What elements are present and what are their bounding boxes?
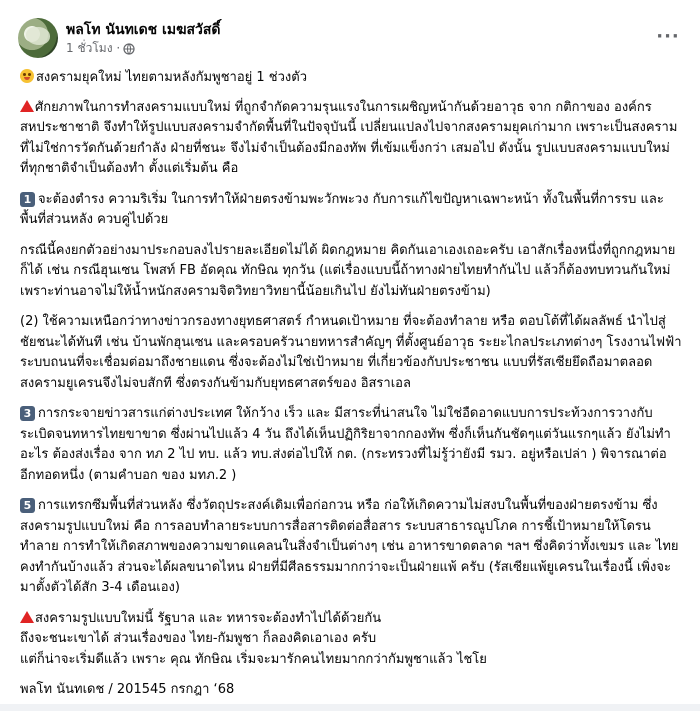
point-3-paragraph [20,404,682,486]
signature: พลโท นันทเดช / 201545 กรกฎา ‘68 [20,682,235,697]
keycap-5-icon: 5 [20,498,35,513]
point-1b-paragraph: กรณีนี้คงยกตัวอย่างมาประกอบลงไปรายละเอียดไม่ได้ ผิดกฎหมาย คิดกันเอาเองเถอะครับ เอาสักเรื่องหนึ่งที่ถูกกฎหมายก็ได้ เช่น กรณีฮุนเซน โพสท์ FB อัดคุณ ทักษิณ ทุกวัน (แต่เรื่องแบบนี้ถ้าทางฝ่ายไทยทำกันไป แล้วก็ต้องทบทวนกันใหม่เพราะท่านอาจไม่ให้น้ำหนักสงครามจิตวิทยาวิทยานี้น้อยเกินไป ยังไม่ทันฝ่ายตรงข้าม) [20,242,676,299]
red-triangle-icon [20,100,34,112]
intro-paragraph [20,98,682,180]
author-name[interactable]: พลโท นันทเดช เมฆสวัสดิ์ [66,22,221,38]
more-options-icon: ··· [656,25,680,47]
post-meta [66,39,135,58]
closing-line-2: ถึงจะชนะเขาได้ ส่วนเรื่องของ ไทย-กัมพูชา ก็ลองคิดเอาเอง ครับ [20,631,377,646]
author-avatar[interactable] [18,18,58,58]
post-header [16,14,684,60]
point-5-text: การแทรกซึมพื้นที่ส่วนหลัง ซึ่งวัตถุประสงค์เดิมเพื่อก่อกวน หรือ ก่อให้เกิดความไม่สงบในพื้นที่ของฝ่ายตรงข้าม ซึ่งสงครามรูปแบบใหม่ คือ การลอบทำลายระบบการสื่อสารติดต่อสื่อสาร ระบบสาธารณูปโภค การชี้เป้าหมายให้โดรนทำลาย การทำให้เกิดสภาพของความขาดแคลนในสิ่งจำเป็นต่างๆ เช่น อาหารขาดตลาด ฯลฯ ซึ่งคิดว่าทั้งเขมร และ ไทยคงทำกันบ้างแล้ว ส่วนจะได้ผลขนาดไหน ฝ่ายที่มีศีลธรรมมากกว่าจะเป็นฝ่ายแพ้ ครับ (รัสเซียแพ้ยูเครนในเรื่องนี้ เพิ่งจะมาตั้งตัวได้สัก 3-4 เดือนเอง) [20,498,679,595]
keycap-1-icon: 1 [20,192,35,207]
avatar-image [26,27,50,45]
keycap-3-icon: 3 [20,406,35,421]
red-triangle-icon [20,611,34,623]
headline-text: สงครามยุคใหม่ ไทยตามหลังกัมพูชาอยู่ 1 ช่วงตัว [36,70,307,85]
headline [20,68,682,89]
closing-line-3: แต่ก็น่าจะเริ่มดีแล้ว เพราะ คุณ ทักษิณ เริ่มจะมารักคนไทยมากกว่ากัมพูชาแล้ว ไชโย [20,651,487,667]
point-1-text: จะต้องตำรง ความริเริ่ม ในการทำให้ฝ่ายตรงข้ามพะวักพะวง กับการแก้ไขปัญหาเฉพาะหน้า ทั้งในพื้นที่การรบ และ พื้นที่ส่วนหลัง ควบคู่ไปด้วย [20,191,664,227]
post-content [20,68,682,711]
dizzy-face-emoji [20,69,34,83]
point-3-text: การกระจายข่าวสารแก่ต่างประเทศ ให้กว้าง เร็ว และ มีสาระที่น่าสนใจ ไม่ใช่อืดอาดแบบการประท้วงการวางกับระเบิดจนทหารไทยขาขาด ซึ่งผ่านไปแล้ว 4 วัน ถึงได้เห็นปฏิกิริยาจากกองทัพ ซึ่งก็เห็นกันชัดๆแต่วันแรกๆแล้ว ยังไม่ทำอะไร ต้องส่งเรื่อง จาก ทภ 2 ไป ทบ. แล้ว ทบ.ส่งต่อไปให้ กต. (กระทรวงที่ไม่รู้ว่ายังมี รมว. อยู่หรือเปล่า ) พิจารณาต่ออีกทอดหนึ่ง (ตามคำบอก ของ มทภ.2 ) [20,406,671,483]
closing-paragraph [20,609,682,671]
closing-line-1: สงครามรูปแบบใหม่นี้ รัฐบาล และ ทหารจะต้องทำไปได้ด้วยกัน [35,610,382,626]
point-5-paragraph [20,496,682,599]
intro-text: ศักยภาพในการทำสงครามแบบใหม่ ที่ถูกจำกัดความรุนแรงในการเผชิญหน้ากันด้วยอาวุธ จาก กติกาของ องค์กรสหประชาชาติ จึงทำให้รูปแบบสงครามจำกัดพื้นที่ในปัจจุบันนี้ เปลี่ยนแปลงไปจากสงครามยุคเก่ามาก เพราะเป็นสงครามที่ไม่ใช่การวัดกันด้วยกำลัง ฝ่ายที่ชนะ จึงไม่จำเป็นต้องมีกองทัพ ที่เข้มแข็งกว่า เสมอไป ดังนั้น รูปแบบสงครามแบบใหม่ ที่ทุกชาติจำเป็นต้องทำ ตั้งแต่เริ่มต้น คือ [20,99,678,176]
more-options-button[interactable] [652,20,684,52]
point-2-paragraph: (2) ใช้ความเหนือกว่าทางข่าวกรองทางยุทธศาสตร์ กำหนดเป้าหมาย ที่จะต้องทำลาย หรือ ตอบโต้ที่ได้ผลลัพธ์ นำไปสู่ชัยชนะได้ทันที เช่น บ้านพักฮุนเซน และครอบครัวนายทหารสำคัญๆ ที่ตั้งศูนย์อาวุธ ระยะไกลประเภทต่างๆ โรงงานไฟฟ้า ระบบถนนที่จะเชื่อมต่อมาถึงชายแดน ซึ่งจะต้องไม่ใช่เป้าหมาย ที่เกี่ยวข้องกับประชาชน แบบที่รัสเซียยึดถือมาตลอด สงครามยูเครนจึงไม่จบสักที ซึ่งตรงกันข้ามกับยุทธศาสตร์ของ อิสราเอล [20,314,682,391]
globe-icon [123,43,135,55]
post-time[interactable]: 1 ชั่วโมง · [66,41,121,55]
point-1-paragraph [20,190,682,231]
